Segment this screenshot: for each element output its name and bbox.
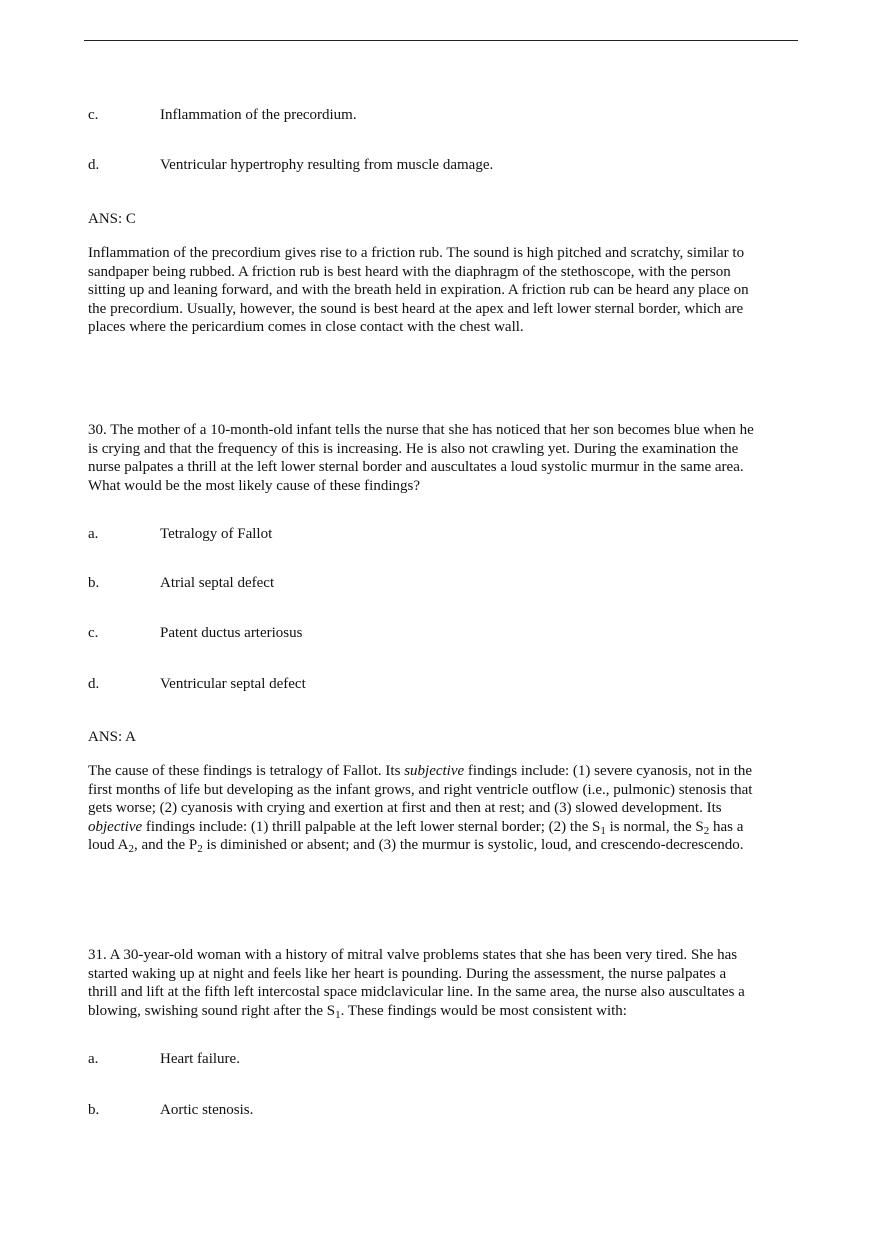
option-a [88,1050,240,1068]
option-text: Aortic stenosis. [160,1102,254,1118]
rationale-line: Inflammation of the precordium gives rise to a friction rub. The sound is high pitched and scratchy, similar to [88,245,745,261]
option-letter: b. [88,1102,100,1118]
rationale-line: the precordium. Usually, however, the sound is best heard at the apex and left lower sternal border, which are [88,300,744,317]
rationale-line: objective findings include: (1) thrill palpable at the left lower sternal border; (2) the $S_1$ is normal, the $S_2$ has a [88,818,744,837]
rationale-paragraph [88,244,800,337]
stem-line: nurse palpates a thrill at the left lower sternal border and auscultates a loud systolic murmur in the same area. [88,459,744,475]
stem-line: What would be the most likely cause of these findings? [88,477,420,494]
option-text: Atrial septal defect [160,575,275,591]
rationale-paragraph [88,762,800,855]
option-b [88,574,274,592]
option-d [88,156,493,174]
rationale-line: places where the pericardium comes in close contact with the chest wall. [88,319,524,335]
option-letter: b. [88,575,100,591]
stem-line: 30. The mother of a 10-month-old infant tells the nurse that she has noticed that her son becomes blue when he [88,422,754,438]
option-text: Ventricular septal defect [160,676,306,692]
rationale-line: sitting up and leaning forward, and with the breath held in expiration. A friction rub can be heard any place on [88,282,749,298]
option-a [88,525,272,543]
answer-label: ANS: C [88,211,136,227]
option-letter: a. [88,1051,99,1067]
rationale-line: loud $A_2$, and the $P_2$ is diminished or absent; and (3) the murmur is systolic, loud, and crescendo-decrescendo. [88,837,744,855]
option-text: Heart failure. [160,1051,240,1067]
rationale-line: sandpaper being rubbed. A friction rub is best heard with the diaphragm of the stethoscope, with the person [88,263,731,280]
option-b [88,1101,253,1119]
option-text: Tetralogy of Fallot [160,526,273,542]
answer-label: ANS: A [88,729,136,745]
stem-line: started waking up at night and feels like her heart is pounding. During the assessment, the nurse palpates a [88,965,727,982]
question-31-stem [88,946,800,1020]
option-letter: d. [88,676,100,692]
option-d [88,675,306,693]
rationale-line: first months of life but developing as the infant grows, and right ventricle outflow (i.e., pulmonic) stenosis that [88,781,753,798]
stem-line: 31. A 30-year-old woman with a history of mitral valve problems states that she has been very tired. She has [88,947,738,963]
option-letter: c. [88,107,99,123]
header-rule [84,40,798,41]
option-text: Ventricular hypertrophy resulting from muscle damage. [160,157,494,173]
option-letter: d. [88,157,100,173]
question-30-stem [88,421,800,495]
stem-line: blowing, swishing sound right after the $S_1$. These findings would be most consistent with: [88,1002,627,1021]
option-text: Patent ductus arteriosus [160,625,303,641]
option-text: Inflammation of the precordium. [160,107,357,123]
option-c [88,106,357,124]
option-letter: c. [88,625,99,641]
rationale-line: gets worse; (2) cyanosis with crying and exertion at first and then at rest; and (3) slowed development. Its [88,800,722,816]
option-letter: a. [88,526,99,542]
stem-line: thrill and lift at the fifth left intercostal space midclavicular line. In the same area, the nurse also auscultates a [88,984,745,1000]
option-c [88,624,302,642]
rationale-line: The cause of these findings is tetralogy of Fallot. Its subjective findings include: (1) severe cyanosis, not in the [88,763,753,779]
stem-line: is crying and that the frequency of this is increasing. He is also not crawling yet. During the examination the [88,440,739,457]
